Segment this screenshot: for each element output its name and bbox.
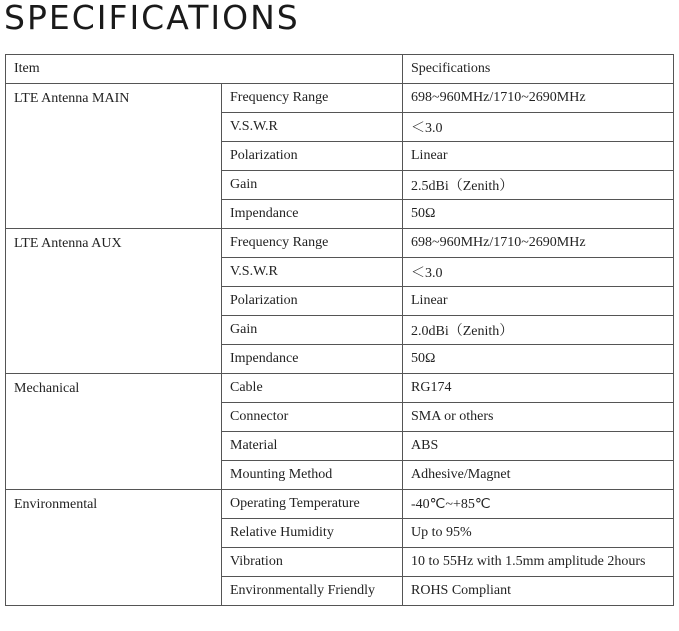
param-cell: Connector bbox=[222, 403, 403, 432]
table-row bbox=[6, 84, 674, 113]
table-row bbox=[6, 374, 674, 403]
param-cell: Frequency Range bbox=[222, 84, 403, 113]
param-cell: Mounting Method bbox=[222, 461, 403, 490]
value-cell: 698~960MHz/1710~2690MHz bbox=[403, 84, 674, 113]
value-cell: Linear bbox=[403, 287, 674, 316]
value-cell: -40℃~+85℃ bbox=[403, 490, 674, 519]
param-cell: Polarization bbox=[222, 142, 403, 171]
param-cell: Cable bbox=[222, 374, 403, 403]
table-header-row bbox=[6, 55, 674, 84]
value-cell: Adhesive/Magnet bbox=[403, 461, 674, 490]
param-cell: Impendance bbox=[222, 200, 403, 229]
specifications-table bbox=[5, 54, 674, 606]
param-cell: V.S.W.R bbox=[222, 113, 403, 142]
value-cell: ROHS Compliant bbox=[403, 577, 674, 606]
group-name-mechanical: Mechanical bbox=[6, 374, 222, 490]
param-cell: Material bbox=[222, 432, 403, 461]
value-cell: ABS bbox=[403, 432, 674, 461]
param-cell: Relative Humidity bbox=[222, 519, 403, 548]
value-cell: 50Ω bbox=[403, 200, 674, 229]
param-cell: Operating Temperature bbox=[222, 490, 403, 519]
value-cell: 2.0dBi（Zenith） bbox=[403, 316, 674, 345]
group-name-lte-antenna-main: LTE Antenna MAIN bbox=[6, 84, 222, 229]
param-cell: Vibration bbox=[222, 548, 403, 577]
value-cell: 2.5dBi（Zenith） bbox=[403, 171, 674, 200]
param-cell: Environmentally Friendly bbox=[222, 577, 403, 606]
table-row bbox=[6, 490, 674, 519]
param-cell: Gain bbox=[222, 316, 403, 345]
param-cell: Polarization bbox=[222, 287, 403, 316]
value-cell: 50Ω bbox=[403, 345, 674, 374]
value-cell: Up to 95% bbox=[403, 519, 674, 548]
value-cell: ＜3.0 bbox=[403, 258, 674, 287]
value-cell: 698~960MHz/1710~2690MHz bbox=[403, 229, 674, 258]
value-cell: SMA or others bbox=[403, 403, 674, 432]
value-cell: RG174 bbox=[403, 374, 674, 403]
value-cell: 10 to 55Hz with 1.5mm amplitude 2hours bbox=[403, 548, 674, 577]
group-name-lte-antenna-aux: LTE Antenna AUX bbox=[6, 229, 222, 374]
group-name-environmental: Environmental bbox=[6, 490, 222, 606]
header-specifications: Specifications bbox=[403, 55, 674, 84]
page-title: SPECIFICATIONS bbox=[4, 0, 300, 37]
value-cell: Linear bbox=[403, 142, 674, 171]
param-cell: Gain bbox=[222, 171, 403, 200]
table-row bbox=[6, 229, 674, 258]
param-cell: Frequency Range bbox=[222, 229, 403, 258]
param-cell: V.S.W.R bbox=[222, 258, 403, 287]
param-cell: Impendance bbox=[222, 345, 403, 374]
header-item: Item bbox=[6, 55, 403, 84]
value-cell: ＜3.0 bbox=[403, 113, 674, 142]
